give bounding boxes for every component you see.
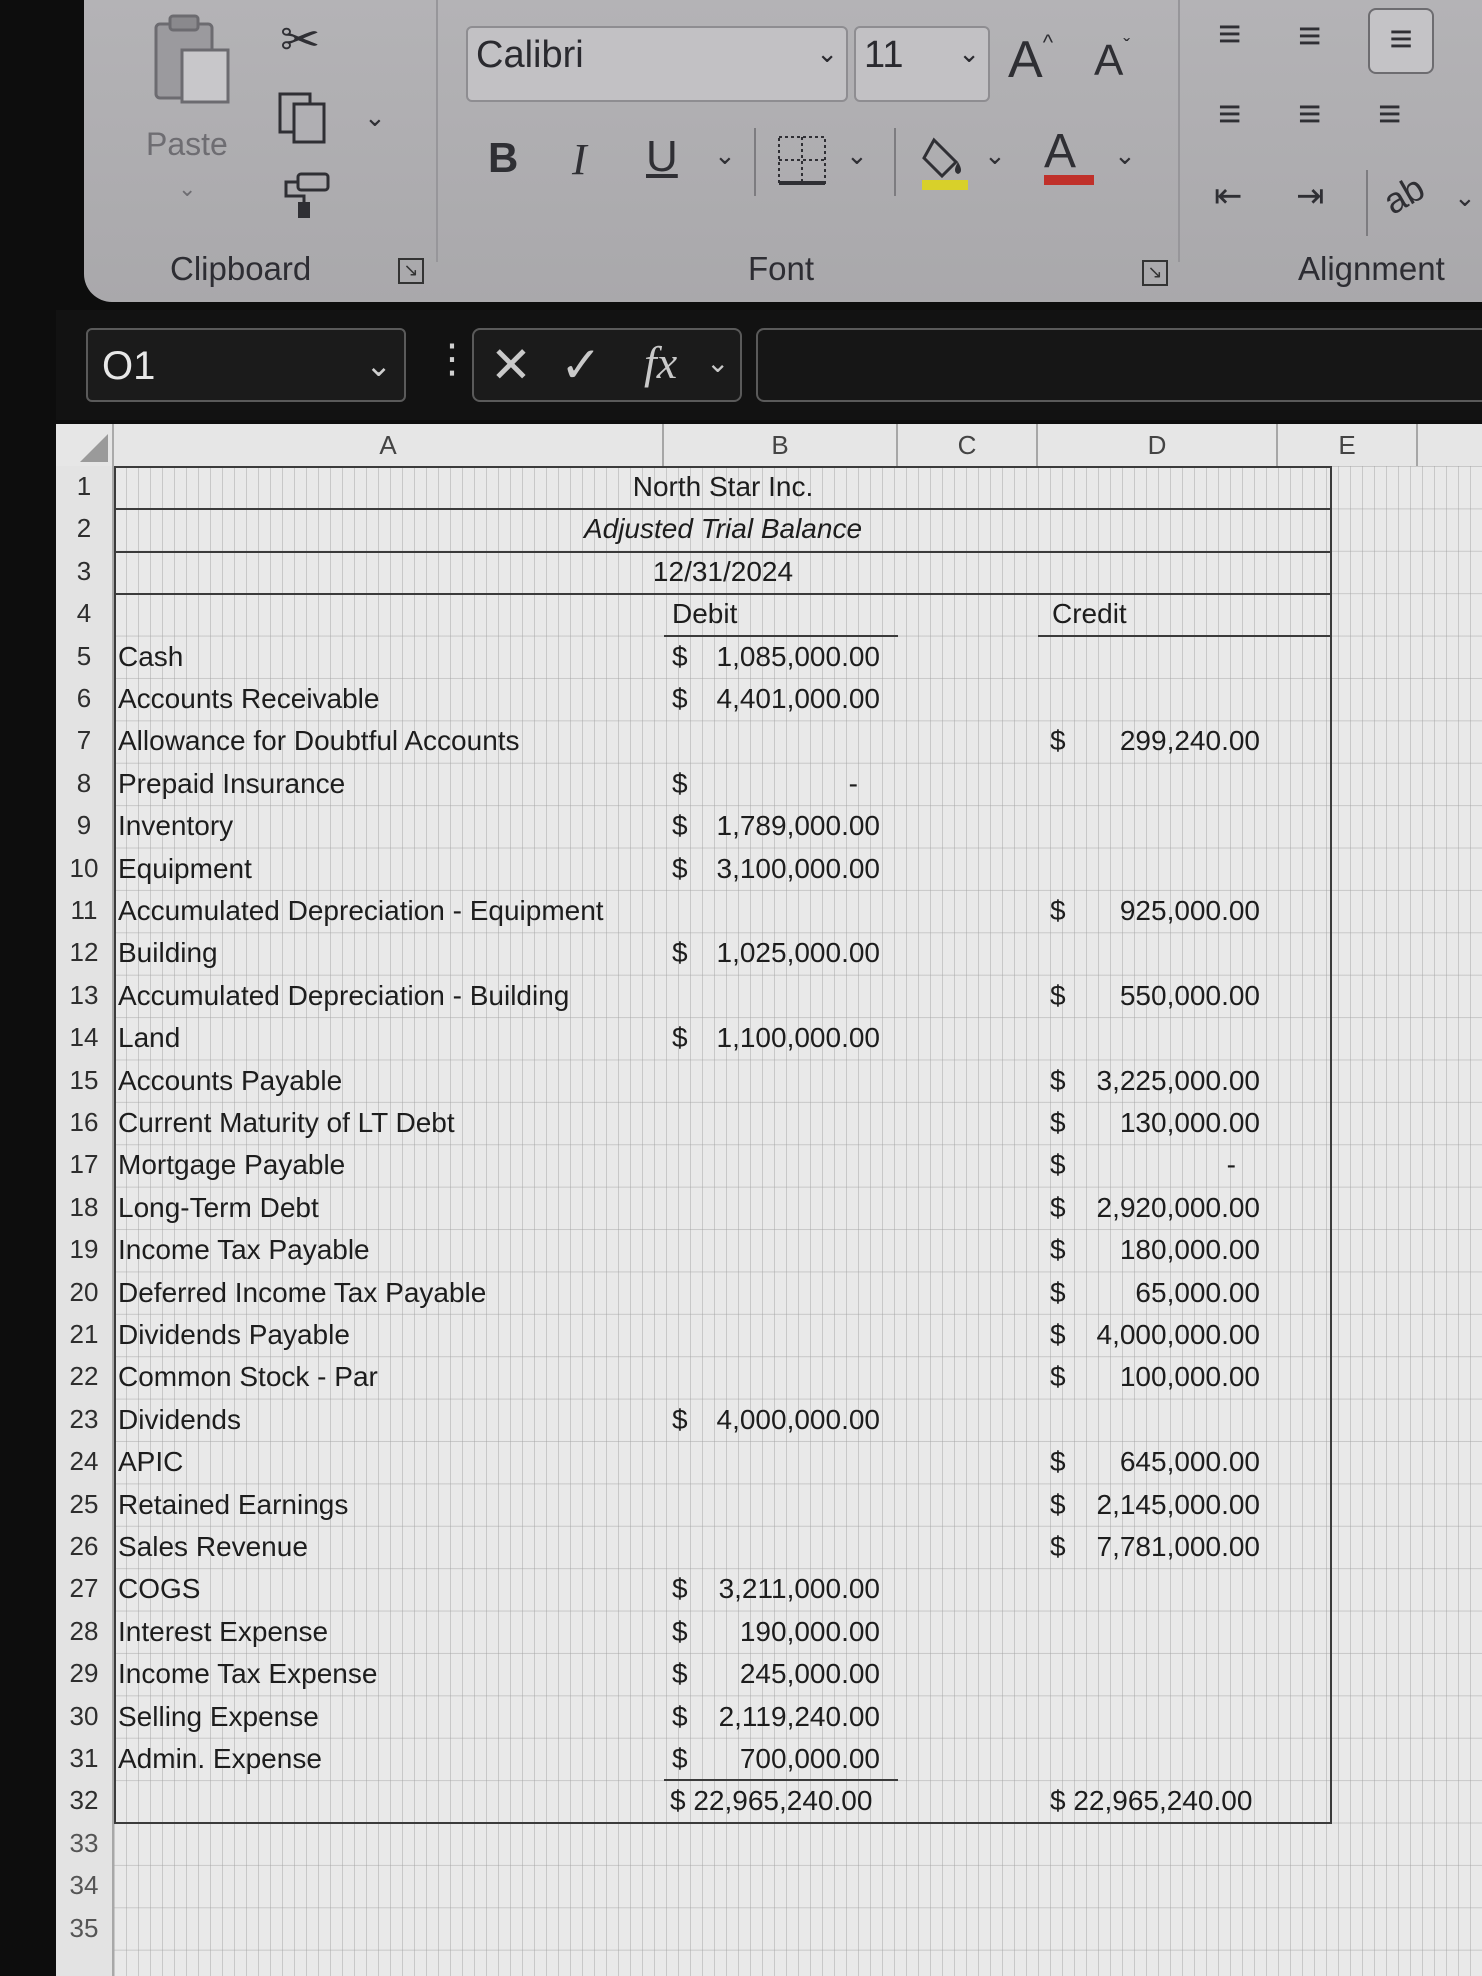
borders-chevron-down-icon[interactable]: ⌄ — [846, 140, 868, 170]
row-header[interactable]: 7 — [76, 725, 92, 756]
group-separator — [436, 0, 438, 262]
row-header[interactable]: 26 — [69, 1531, 99, 1561]
debit-amount-cell[interactable]: 190,000.00 — [739, 1615, 880, 1647]
title-border — [114, 593, 1332, 595]
debit-amount-cell[interactable]: 1,085,000.00 — [716, 640, 880, 672]
debit-amount-cell[interactable]: 4,000,000.00 — [716, 1403, 880, 1435]
row-header[interactable]: 20 — [69, 1276, 99, 1307]
debit-amount-cell[interactable]: 3,211,000.00 — [718, 1573, 880, 1605]
row-header[interactable]: 4 — [76, 598, 92, 629]
row-header[interactable]: 14 — [69, 1022, 99, 1053]
debit-amount-cell[interactable]: 3,100,000.00 — [716, 852, 880, 884]
underline-chevron-down-icon[interactable]: ⌄ — [714, 140, 736, 170]
row-header[interactable]: 17 — [69, 1149, 99, 1180]
debit-currency-symbol: $ — [672, 640, 688, 672]
account-name-cell[interactable]: Accounts Receivable — [118, 683, 380, 714]
row-header[interactable]: 22 — [69, 1361, 99, 1392]
increase-indent-icon[interactable]: ⇥ — [1296, 177, 1325, 215]
credit-currency-symbol: $ — [1050, 1276, 1066, 1308]
account-name-cell[interactable]: APIC — [118, 1446, 184, 1478]
align-right-icon[interactable]: ≡ — [1378, 92, 1402, 136]
account-name-cell[interactable]: Accounts Payable — [118, 1064, 343, 1096]
credit-currency-symbol: $ — [1050, 1488, 1066, 1520]
more-options-icon[interactable]: ⋮ — [432, 337, 472, 381]
account-name-cell[interactable]: Common Stock - Par — [118, 1361, 378, 1393]
cancel-icon[interactable]: ✕ — [490, 337, 532, 393]
middle-align-icon[interactable]: ≡ — [1298, 14, 1322, 58]
row-header[interactable]: 23 — [69, 1403, 99, 1434]
name-box-value: O1 — [102, 344, 156, 388]
increase-font-size-button[interactable]: A^ — [1008, 30, 1054, 89]
group-separator — [1178, 0, 1180, 262]
account-name-cell[interactable]: COGS — [118, 1573, 201, 1605]
debit-total-line — [664, 1779, 898, 1781]
credit-amount-cell[interactable]: 645,000.00 — [1119, 1446, 1260, 1478]
font-name-combo[interactable] — [466, 26, 848, 102]
font-color-button[interactable] — [1044, 124, 1094, 185]
font-size-combo[interactable] — [854, 26, 990, 102]
column-header-a[interactable]: A — [114, 424, 664, 466]
credit-currency-symbol: $ — [1050, 1107, 1066, 1138]
debit-currency-symbol: $ — [672, 1403, 688, 1435]
credit-amount-cell[interactable]: 2,145,000.00 — [1096, 1488, 1260, 1520]
row-header[interactable]: 31 — [69, 1743, 99, 1773]
credit-currency-symbol: $ — [1050, 895, 1066, 926]
debit-currency-symbol: $ — [672, 1022, 688, 1054]
account-name-cell[interactable]: Interest Expense — [118, 1615, 329, 1647]
credit-currency-symbol: $ — [1050, 1319, 1066, 1350]
table-bottom-border — [114, 1822, 1332, 1824]
debit-amount-cell[interactable]: 4,401,000.00 — [716, 683, 880, 714]
account-name-cell[interactable]: Dividends Payable — [118, 1319, 350, 1350]
account-name-cell[interactable]: Dividends — [118, 1403, 241, 1435]
select-all-corner[interactable] — [56, 424, 114, 466]
formula-controls — [472, 328, 742, 402]
font-dialog-launcher-icon[interactable]: ↘ — [1142, 260, 1168, 286]
credit-amount-cell[interactable]: 7,781,000.00 — [1096, 1531, 1260, 1562]
credit-amount-cell[interactable]: 180,000.00 — [1119, 1234, 1260, 1266]
enter-check-icon[interactable]: ✓ — [560, 337, 602, 393]
row-header[interactable]: 15 — [69, 1064, 99, 1095]
paste-icon[interactable] — [152, 14, 234, 106]
column-header-c[interactable]: C — [898, 424, 1038, 466]
chevron-down-icon: ⌄ — [816, 38, 838, 68]
debit-currency-symbol: $ — [672, 1700, 688, 1732]
column-header-b[interactable]: B — [664, 424, 898, 466]
debit-currency-symbol: $ — [672, 767, 688, 799]
orientation-chevron-down-icon[interactable]: ⌄ — [1454, 182, 1476, 212]
credit-currency-symbol: $ — [1050, 1191, 1066, 1223]
debit-currency-symbol: $ — [672, 1743, 688, 1774]
account-name-cell[interactable]: Cash — [118, 640, 184, 672]
row-header[interactable]: 25 — [69, 1488, 99, 1519]
decrease-font-size-button[interactable]: $A^ˇ$ — [1094, 36, 1131, 85]
credit-currency-symbol: $ — [1050, 979, 1066, 1011]
report-date-cell[interactable]: 12/31/2024 — [652, 555, 794, 587]
separator — [894, 128, 896, 196]
report-title-cell[interactable]: Adjusted Trial Balance — [583, 513, 863, 545]
column-header-row — [56, 424, 1482, 466]
debit-amount-cell[interactable]: 245,000.00 — [739, 1658, 880, 1690]
credit-currency-symbol: $ — [1050, 1361, 1066, 1393]
paste-chevron-down-icon[interactable]: ⌄ — [178, 176, 197, 201]
row-header[interactable]: 11 — [70, 895, 98, 925]
account-name-cell[interactable]: Deferred Income Tax Payable — [118, 1276, 487, 1308]
account-name-cell[interactable]: Prepaid Insurance — [118, 767, 346, 799]
debit-currency-symbol: $ — [672, 937, 688, 969]
table-right-border — [1330, 466, 1332, 1823]
fill-color-icon[interactable] — [920, 132, 972, 197]
debit-currency-symbol: $ — [672, 1615, 688, 1647]
credit-total-cell[interactable]: $ 22,965,240.00 — [1050, 1785, 1253, 1817]
credit-amount-cell[interactable]: 3,225,000.00 — [1096, 1064, 1260, 1096]
debit-header-underline — [664, 635, 898, 637]
row-header[interactable]: 9 — [76, 810, 92, 841]
row-header[interactable]: 6 — [76, 683, 92, 713]
credit-currency-symbol: $ — [1050, 725, 1066, 757]
row-header[interactable]: 10 — [69, 852, 99, 883]
insert-function-button[interactable]: fx — [644, 337, 678, 388]
font-color-chevron-down-icon[interactable]: ⌄ — [1114, 140, 1136, 170]
debit-header-cell[interactable]: Debit — [672, 598, 738, 630]
row-header[interactable]: 24 — [69, 1446, 99, 1477]
debit-amount-cell[interactable]: 2,119,240.00 — [718, 1700, 880, 1732]
select-all-triangle-icon — [80, 434, 108, 462]
ribbon — [84, 0, 1482, 302]
top-align-icon[interactable]: ≡ — [1218, 12, 1242, 56]
account-name-cell[interactable]: Inventory — [118, 810, 234, 842]
credit-amount-cell[interactable]: - — [1226, 1149, 1236, 1181]
name-box[interactable] — [86, 328, 406, 402]
credit-header-cell[interactable]: Credit — [1052, 598, 1127, 630]
credit-amount-cell[interactable]: 550,000.00 — [1119, 979, 1260, 1011]
underline-button[interactable]: U — [646, 132, 678, 181]
row-header[interactable]: 1 — [76, 471, 92, 501]
row-header[interactable]: 8 — [76, 767, 92, 798]
row-header[interactable]: 2 — [76, 513, 92, 544]
title-border — [114, 508, 1332, 510]
account-name-cell[interactable]: Building — [118, 937, 218, 969]
debit-currency-symbol: $ — [672, 852, 688, 884]
row-header[interactable]: 32 — [69, 1785, 99, 1816]
column-header-d[interactable]: D — [1038, 424, 1278, 466]
row-header[interactable]: 27 — [69, 1573, 99, 1604]
account-name-cell[interactable]: Accumulated Depreciation - Building — [118, 979, 570, 1011]
format-painter-icon[interactable] — [278, 170, 334, 225]
font-group-label: Font — [748, 250, 815, 287]
italic-button[interactable]: I — [572, 135, 587, 184]
row-header[interactable]: 12 — [69, 937, 99, 968]
separator — [1366, 170, 1368, 236]
clipboard-group-label: Clipboard — [170, 250, 312, 287]
alignment-group-label: Alignment — [1298, 250, 1445, 287]
account-name-cell[interactable]: Land — [118, 1022, 181, 1054]
credit-currency-symbol: $ — [1050, 1531, 1066, 1562]
account-name-cell[interactable]: Current Maturity of LT Debt — [118, 1107, 455, 1138]
row-header[interactable]: 3 — [76, 555, 92, 586]
formula-input[interactable] — [756, 328, 1482, 402]
row-header[interactable]: 28 — [69, 1615, 99, 1646]
credit-amount-cell[interactable]: 925,000.00 — [1119, 895, 1260, 926]
row-header[interactable]: 19 — [69, 1234, 99, 1265]
align-center-icon[interactable]: ≡ — [1298, 92, 1322, 136]
row-header[interactable]: 34 — [69, 1870, 99, 1901]
debit-currency-symbol: $ — [672, 1573, 688, 1605]
credit-amount-cell[interactable]: 4,000,000.00 — [1096, 1319, 1260, 1350]
title-border — [114, 551, 1332, 553]
chevron-down-icon[interactable]: ⌄ — [706, 347, 730, 378]
row-header[interactable]: 33 — [69, 1827, 99, 1858]
account-name-cell[interactable]: Retained Earnings — [118, 1488, 349, 1520]
worksheet-grid[interactable] — [56, 424, 1482, 1976]
decrease-font-size-label: A — [1094, 36, 1124, 85]
account-name-cell[interactable]: Allowance for Doubtful Accounts — [118, 725, 520, 757]
account-name-cell[interactable]: Accumulated Depreciation - Equipment — [118, 895, 604, 926]
decrease-indent-icon[interactable]: ⇤ — [1214, 177, 1243, 215]
row-header[interactable]: 18 — [69, 1191, 99, 1222]
credit-currency-symbol: $ — [1050, 1446, 1066, 1478]
account-name-cell[interactable]: Long-Term Debt — [118, 1191, 319, 1223]
cut-icon[interactable]: ✂ — [280, 14, 321, 67]
font-name-value: Calibri — [476, 34, 584, 76]
paste-button[interactable]: Paste — [146, 126, 228, 162]
account-name-cell[interactable]: Sales Revenue — [118, 1531, 308, 1562]
account-name-cell[interactable]: Income Tax Expense — [118, 1658, 378, 1690]
credit-amount-cell[interactable]: 100,000.00 — [1119, 1361, 1260, 1393]
debit-currency-symbol: $ — [672, 810, 688, 842]
copy-icon[interactable] — [276, 90, 332, 151]
account-name-cell[interactable]: Mortgage Payable — [118, 1149, 346, 1181]
debit-currency-symbol: $ — [672, 1658, 688, 1690]
row-header[interactable]: 21 — [69, 1319, 99, 1349]
column-header-e[interactable]: E — [1278, 424, 1418, 466]
credit-header-underline — [1038, 635, 1332, 637]
account-name-cell[interactable]: Equipment — [118, 852, 252, 884]
table-left-border — [114, 466, 116, 1823]
borders-icon[interactable] — [776, 134, 828, 191]
font-color-label: A — [1044, 125, 1077, 178]
credit-amount-cell[interactable]: 2,920,000.00 — [1096, 1191, 1260, 1223]
account-name-cell[interactable]: Income Tax Payable — [118, 1234, 370, 1266]
row-header[interactable]: 29 — [69, 1658, 99, 1689]
increase-font-size-label: A — [1008, 31, 1043, 89]
debit-amount-cell[interactable]: 700,000.00 — [739, 1743, 880, 1774]
clipboard-dialog-launcher-icon[interactable]: ↘ — [398, 258, 424, 284]
align-left-icon[interactable]: ≡ — [1218, 92, 1242, 136]
bottom-align-icon[interactable]: ≡ — [1368, 8, 1434, 74]
title-border-top — [114, 466, 1332, 468]
debit-amount-cell[interactable]: - — [848, 767, 858, 799]
row-header[interactable]: 13 — [69, 979, 99, 1010]
credit-currency-symbol: $ — [1050, 1064, 1066, 1096]
debit-amount-cell[interactable]: 1,100,000.00 — [716, 1022, 880, 1054]
chevron-down-icon: ⌄ — [365, 347, 392, 383]
credit-amount-cell[interactable]: 130,000.00 — [1119, 1107, 1260, 1138]
account-name-cell[interactable]: Selling Expense — [118, 1700, 319, 1732]
credit-amount-cell[interactable]: 65,000.00 — [1135, 1276, 1260, 1308]
chevron-down-icon: ⌄ — [958, 38, 980, 68]
credit-currency-symbol: $ — [1050, 1149, 1066, 1181]
debit-currency-symbol: $ — [672, 683, 688, 714]
credit-currency-symbol: $ — [1050, 1234, 1066, 1266]
credit-amount-cell[interactable]: 299,240.00 — [1119, 725, 1260, 757]
row-header[interactable]: 16 — [69, 1107, 99, 1137]
debit-amount-cell[interactable]: 1,789,000.00 — [716, 810, 880, 842]
row-header[interactable]: 35 — [69, 1912, 99, 1943]
separator — [754, 128, 756, 196]
debit-total-cell[interactable]: $ 22,965,240.00 — [670, 1785, 873, 1817]
row-header[interactable]: 5 — [76, 640, 92, 671]
account-name-cell[interactable]: Admin. Expense — [118, 1743, 322, 1774]
copy-chevron-down-icon[interactable]: ⌄ — [364, 102, 386, 132]
debit-amount-cell[interactable]: 1,025,000.00 — [716, 937, 880, 969]
font-size-value: 11 — [864, 34, 904, 76]
bold-button[interactable]: B — [488, 134, 519, 181]
row-header[interactable]: 30 — [69, 1700, 99, 1731]
company-name-cell[interactable]: North Star Inc. — [632, 471, 814, 502]
orientation-icon[interactable]: ab — [1376, 166, 1432, 223]
fill-color-chevron-down-icon[interactable]: ⌄ — [984, 140, 1006, 170]
